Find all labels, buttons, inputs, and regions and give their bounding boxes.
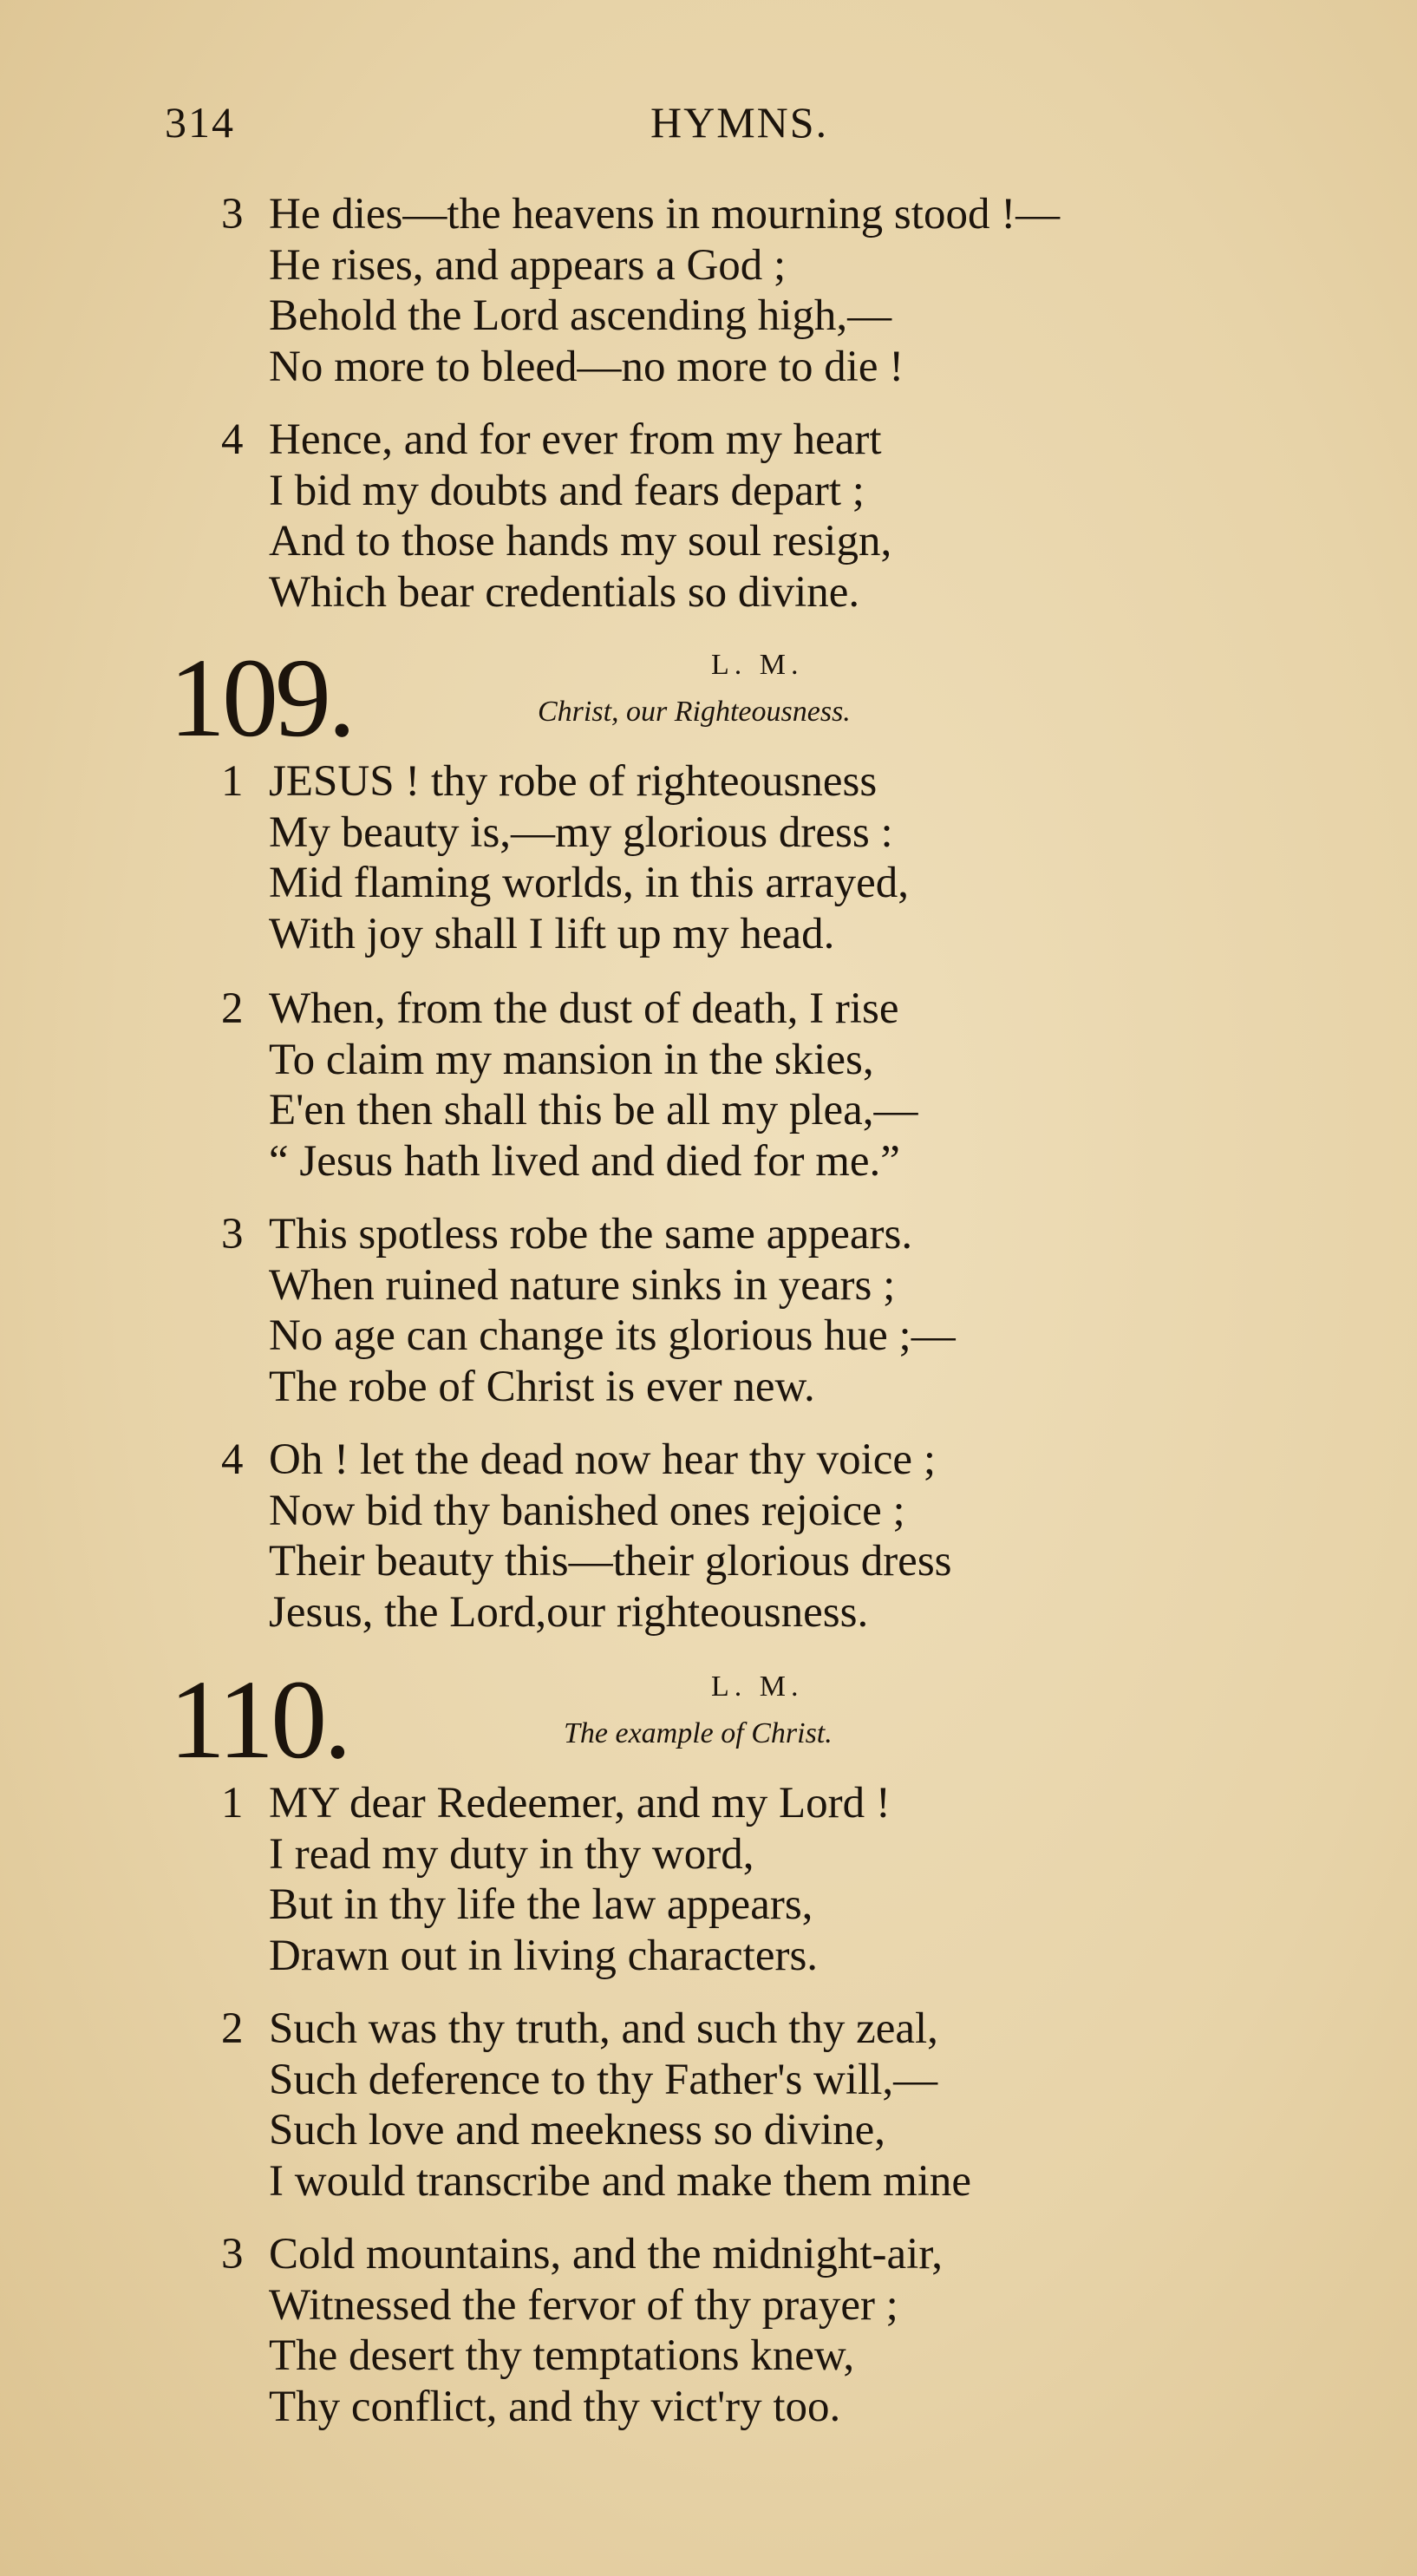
hymn-subtitle: The example of Christ. (564, 1717, 833, 1749)
verse-line: When, from the dust of death, I rise (269, 984, 899, 1033)
stanza-lines (269, 756, 1327, 959)
verse-line: My beauty is,—my glorious dress : (269, 807, 893, 857)
verse-line: Jesus, the Lord,our righteousness. (269, 1587, 869, 1637)
page-number: 314 (165, 98, 235, 147)
verse-line: No age can change its glorious hue ;— (269, 1311, 956, 1360)
verse-line: Thy conflict, and thy vict'ry too. (269, 2382, 841, 2431)
verse-line: The robe of Christ is ever new. (269, 1362, 815, 1411)
verse-line: I bid my doubts and fears depart ; (269, 466, 865, 515)
stanza-number: 3 (221, 1210, 244, 1259)
verse-line: Behold the Lord ascending high,— (269, 291, 892, 340)
hymn-subtitle: Christ, our Righteousness. (538, 696, 851, 728)
verse-line: Such deference to thy Father's will,— (269, 2055, 938, 2104)
verse-line: Drawn out in living characters. (269, 1931, 819, 1980)
verse-line: With joy shall I lift up my head. (269, 909, 835, 958)
stanza-lines (269, 415, 1327, 618)
verse-line: Mid flaming worlds, in this arrayed, (269, 859, 909, 907)
hymn-meter: L. M. (711, 649, 804, 681)
verse-line: This spotless robe the same appears. (269, 1210, 913, 1259)
hymn-number: 109. (169, 636, 353, 761)
verse-line: Oh ! let the dead now hear thy voice ; (269, 1435, 936, 1484)
stanza-number: 1 (221, 1779, 244, 1827)
verse-line: “ Jesus hath lived and died for me.” (269, 1136, 900, 1186)
hymn-109-heading (169, 636, 1036, 772)
verse-line: I read my duty in thy word, (269, 1829, 754, 1879)
verse-line: Which bear credentials so divine. (269, 567, 860, 617)
verse-line: He dies—the heavens in mourning stood !— (269, 190, 1061, 239)
hymn-number: 110. (169, 1657, 349, 1782)
stanza-number: 1 (221, 757, 244, 806)
stanza-number: 2 (221, 2004, 244, 2053)
stanza-lines (269, 189, 1327, 392)
stanza-number: 2 (221, 984, 244, 1033)
verse-line: JESUS ! thy robe of righteousness (269, 757, 878, 806)
stanza-lines (269, 1778, 1327, 1981)
verse-line: But in thy life the law appears, (269, 1880, 813, 1929)
stanza-lines (269, 2229, 1327, 2432)
hymn-meter: L. M. (711, 1670, 804, 1703)
verse-line: I would transcribe and make them mine (269, 2156, 972, 2206)
verse-line: To claim my mansion in the skies, (269, 1035, 874, 1084)
verse-line: The desert thy temptations knew, (269, 2331, 855, 2380)
verse-line: He rises, and appears a God ; (269, 240, 787, 290)
verse-line: No more to bleed—no more to die ! (269, 342, 904, 391)
verse-line: Their beauty this—their glorious dress (269, 1537, 952, 1585)
stanza-number: 3 (221, 190, 244, 239)
verse-line: When ruined nature sinks in years ; (269, 1260, 896, 1310)
verse-line: Now bid thy banished ones rejoice ; (269, 1486, 905, 1535)
verse-line: Such was thy truth, and such thy zeal, (269, 2004, 938, 2053)
running-title: HYMNS. (650, 98, 829, 147)
stanza-number: 3 (221, 2230, 244, 2279)
verse-line: Cold mountains, and the midnight-air, (269, 2230, 944, 2279)
stanza-lines (269, 1209, 1327, 1412)
hymn-110-heading (169, 1657, 1036, 1794)
page-header (165, 97, 1275, 158)
verse-line: E'en then shall this be all my plea,— (269, 1086, 918, 1134)
stanza-lines (269, 2004, 1327, 2207)
stanza-number: 4 (221, 415, 244, 464)
verse-line: Witnessed the fervor of thy prayer ; (269, 2280, 898, 2330)
verse-line: Such love and meekness so divine, (269, 2106, 886, 2154)
verse-line: Hence, and for ever from my heart (269, 415, 882, 464)
stanza-lines (269, 1435, 1327, 1638)
verse-line: And to those hands my soul resign, (269, 517, 892, 566)
stanza-lines (269, 984, 1327, 1187)
verse-line: MY dear Redeemer, and my Lord ! (269, 1779, 891, 1827)
stanza-number: 4 (221, 1435, 244, 1484)
